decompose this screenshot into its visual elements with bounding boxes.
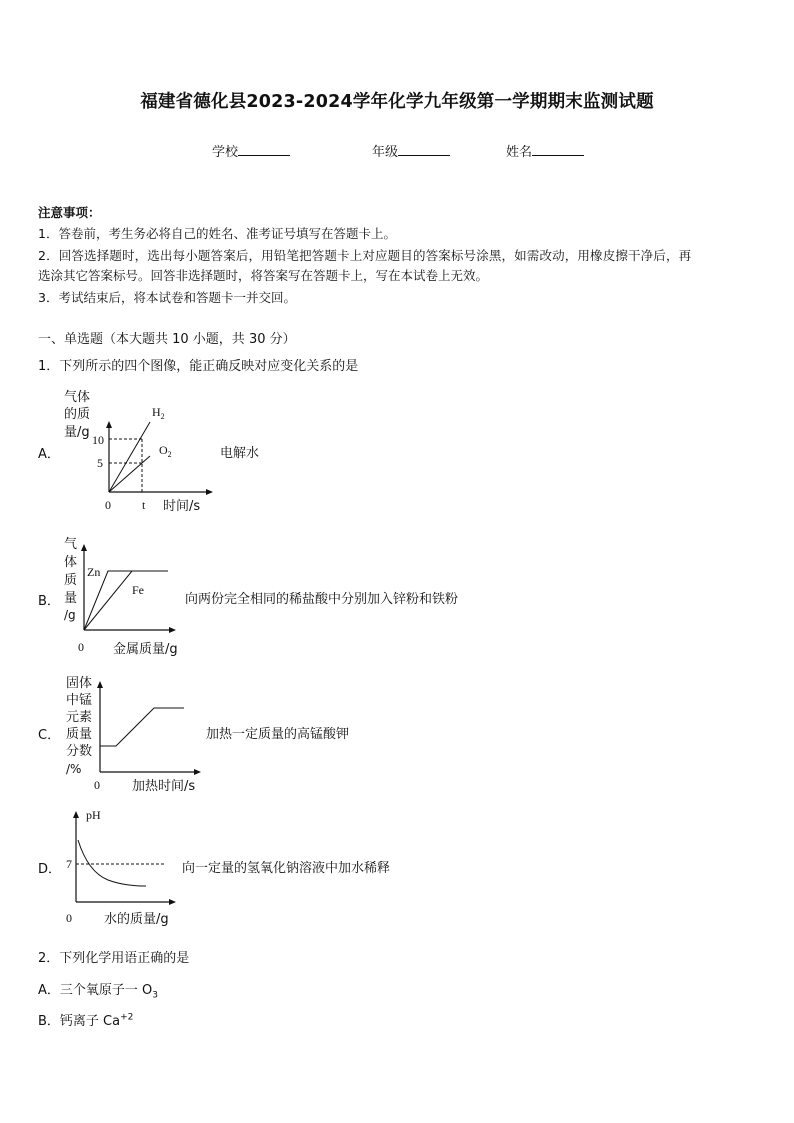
name-blank[interactable] [532, 142, 584, 156]
section-title: 一、单选题（本大题共 10 小题，共 30 分） [38, 332, 296, 347]
graph-a-series-o2: $O_2$ [159, 443, 172, 459]
option-b-label[interactable]: B． [38, 594, 60, 609]
graph-a-ytick-10: 10 [92, 433, 104, 447]
option-c-description: 加热一定质量的高锰酸钾 [206, 727, 350, 742]
graph-c-ylabel: 固体 [66, 676, 93, 691]
grade-label: 年级 [372, 145, 399, 160]
graph-d-xlabel: 水的质量/g [104, 912, 169, 927]
graph-a-line-h2 [109, 422, 150, 492]
graph-d-x-arrow [169, 899, 176, 905]
graph-c-line [100, 708, 184, 746]
school-label: 学校 [212, 145, 239, 160]
school-field [212, 141, 290, 160]
graph-b-line-fe [84, 571, 132, 630]
graph-d [58, 802, 188, 928]
graph-c-origin: 0 [94, 778, 100, 792]
question-2-stem: 2．下列化学用语正确的是 [38, 951, 190, 966]
name-label: 姓名 [506, 145, 533, 160]
graph-b-series-zn: Zn [87, 565, 101, 579]
note-item: 3．考试结束后，将本试卷和答题卡一并交回。 [38, 290, 296, 305]
graph-b-xlabel: 金属质量/g [113, 642, 178, 657]
note-item: 2．回答选择题时，选出每小题答案后，用铅笔把答题卡上对应题目的答案标号涂黑，如需改动，用橡皮擦干净后，再 [38, 248, 692, 263]
graph-a-ylabel: 量/g [64, 425, 90, 440]
option-a-label[interactable]: A． [38, 447, 60, 462]
graph-c-x-arrow [194, 769, 201, 775]
name-field [506, 141, 584, 160]
option-a-description: 电解水 [220, 446, 260, 461]
graph-c [58, 672, 208, 798]
graph-b-x-arrow [169, 627, 176, 633]
q2-option-b-sup: +2 [120, 1012, 134, 1023]
graph-c-xlabel: 加热时间/s [132, 779, 196, 794]
note-item: 1．答卷前，考生务必将自己的姓名、准考证号填写在答题卡上。 [38, 226, 396, 241]
graph-a-series-h2: $H_2$ [152, 405, 165, 421]
q2-option-a[interactable] [38, 979, 158, 1001]
graph-b-line-zn [84, 571, 168, 630]
graph-c-y-arrow [97, 681, 103, 688]
graph-c-ylabel: 元素 [66, 710, 93, 725]
notes-header: 注意事项： [38, 205, 101, 220]
graph-a-y-arrow [106, 421, 112, 428]
q2-option-b[interactable] [38, 1010, 133, 1029]
school-blank[interactable] [238, 142, 290, 156]
page-title: 福建省德化县2023-2024学年化学九年级第一学期期末监测试题 [140, 92, 654, 112]
graph-a-line-o2 [109, 456, 150, 492]
q2-option-a-sub: 3 [152, 990, 159, 1001]
graph-c-ylabel: /% [66, 762, 82, 776]
graph-a-ytick-5: 5 [97, 456, 103, 470]
graph-b-ylabel: 质 [64, 573, 78, 588]
graph-a-ylabel: 气体 [64, 390, 91, 405]
graph-b-ylabel: /g [64, 608, 76, 622]
option-b-description: 向两份完全相同的稀盐酸中分别加入锌粉和铁粉 [185, 592, 459, 607]
graph-b-ylabel: 气 [64, 537, 78, 552]
graph-c-ylabel: 中锰 [66, 693, 93, 708]
question-1-stem: 1．下列所示的四个图像，能正确反映对应变化关系的是 [38, 359, 359, 374]
graph-a-xlabel: 时间/s [163, 499, 201, 514]
graph-b-ylabel: 量 [64, 591, 78, 606]
option-c-label[interactable]: C． [38, 728, 61, 743]
graph-b-series-fe: Fe [132, 583, 144, 597]
graph-a-ylabel: 的质 [64, 407, 91, 422]
graph-a [58, 386, 218, 516]
graph-d-ytick-7: 7 [66, 857, 72, 871]
graph-b-origin: 0 [78, 640, 84, 654]
q2-option-b-label: B． [38, 1014, 60, 1029]
graph-d-y-arrow [73, 811, 79, 818]
graph-d-curve [78, 840, 146, 886]
graph-c-ylabel: 分数 [66, 744, 93, 759]
grade-blank[interactable] [398, 142, 450, 156]
option-d-description: 向一定量的氢氧化钠溶液中加水稀释 [182, 861, 391, 876]
graph-b [58, 533, 188, 659]
graph-b-y-arrow [81, 544, 87, 551]
graph-d-ylabel: pH [86, 808, 101, 822]
graph-d-origin: 0 [66, 911, 72, 925]
option-d-label[interactable]: D． [38, 862, 62, 877]
graph-a-x-arrow [206, 489, 213, 495]
q2-option-b-text: 钙离子 Ca [59, 1014, 121, 1029]
note-item: 选涂其它答案标号。回答非选择题时，将答案写在答题卡上，写在本试卷上无效。 [38, 268, 489, 283]
q2-option-a-label: A． [38, 983, 60, 998]
graph-a-xtick-t: t [142, 498, 146, 512]
graph-b-ylabel: 体 [64, 555, 78, 570]
grade-field [372, 141, 450, 160]
graph-a-origin: 0 [105, 498, 111, 512]
graph-c-ylabel: 质量 [66, 727, 93, 742]
q2-option-a-text: 三个氧原子一 O [59, 983, 153, 998]
